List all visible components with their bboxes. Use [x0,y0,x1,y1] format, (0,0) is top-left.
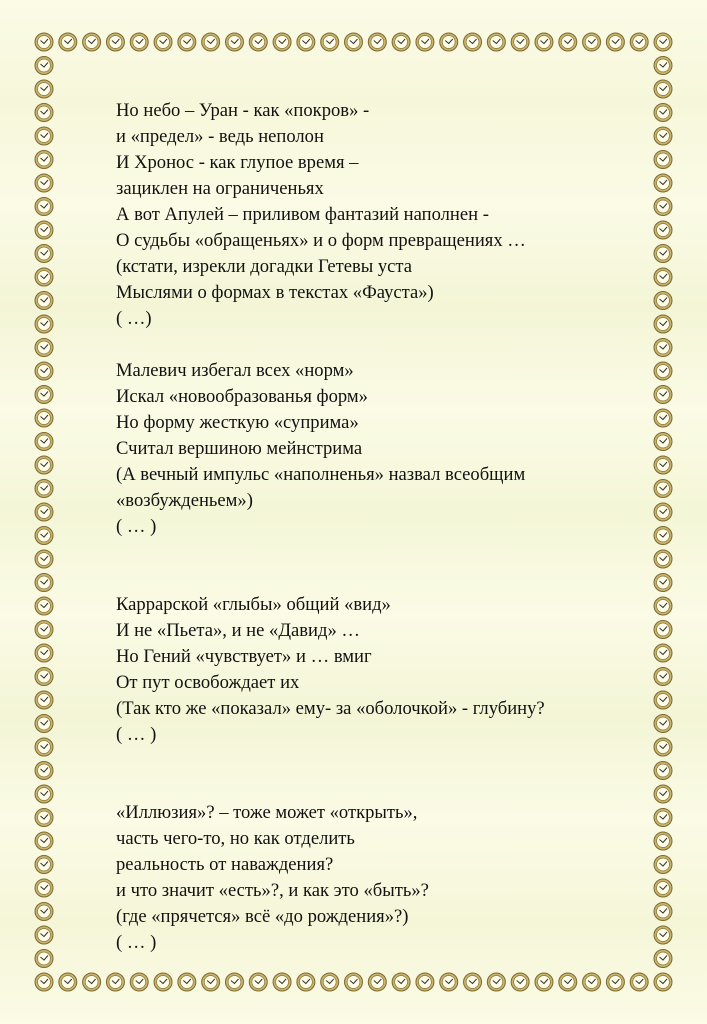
clock-icon [511,973,529,991]
clock-icon [225,973,243,991]
clock-icon [654,527,672,545]
stanza-gap [116,332,656,358]
clock-icon [130,33,148,51]
clock-icon [35,33,53,51]
clock-icon [35,738,53,756]
poem-line: Но форму жесткую «суприма» [116,412,359,433]
poem-line: Каррарской «глыбы» общий «вид» [116,594,391,615]
clock-icon [321,33,339,51]
stanza-gap [116,540,656,566]
clock-icon [583,973,601,991]
clock-icon [35,785,53,803]
clock-icon [654,691,672,709]
clock-icon [535,33,553,51]
clock-icon [487,973,505,991]
clock-icon [83,33,101,51]
clock-icon [392,973,410,991]
poem-line: И Хронос - как глупое время – [116,152,359,173]
clock-icon [178,973,196,991]
clock-icon [654,644,672,662]
clock-icon [35,950,53,968]
poem-line: ( … ) [116,932,157,953]
poem-line: «возбужденьем») [116,490,253,511]
clock-icon [654,621,672,639]
clock-icon [630,33,648,51]
clock-icon [416,33,434,51]
poem-line: (Так кто же «показал» ему- за «оболочкой» - глубину? [116,698,545,719]
clock-icon [35,57,53,75]
clock-icon [654,315,672,333]
clock-icon [654,574,672,592]
clock-icon [321,973,339,991]
clock-icon [35,80,53,98]
clock-icon [35,268,53,286]
clock-icon [35,644,53,662]
clock-icon [35,574,53,592]
poem-line: Но Гений «чувствует» и … вмиг [116,646,372,667]
poem-line: Считал вершиною мейнстрима [116,438,363,459]
stanza-3 [116,592,656,748]
poem-line: И не «Пьета», и не «Давид» … [116,620,360,641]
clock-icon [59,33,77,51]
clock-icon [440,973,458,991]
clock-icon [59,973,77,991]
clock-icon [654,198,672,216]
clock-icon [654,292,672,310]
clock-icon [225,33,243,51]
poem-line: и что значит «есть»?, и как это «быть»? [116,880,429,901]
poem-line: ( … ) [116,516,157,537]
poem-line: зациклен на ограниченьях [116,178,324,199]
clock-icon [345,33,363,51]
poem-line: Мыслями о формах в текстах «Фауста») [116,282,434,303]
clock-icon [249,973,267,991]
poem-line: ( …) [116,308,152,329]
clock-icon [345,973,363,991]
clock-icon [154,33,172,51]
clock-icon [464,33,482,51]
poem-line: О судьбы «обращеньях» и о форм превращениях … [116,230,526,251]
poem-line: А вот Апулей – приливом фантазий наполнен - [116,204,489,225]
clock-icon [654,480,672,498]
clock-icon [654,950,672,968]
clock-icon [606,973,624,991]
clock-icon [654,104,672,122]
clock-icon [35,292,53,310]
clock-icon [35,198,53,216]
clock-icon [35,550,53,568]
stanza-4 [116,800,656,956]
clock-icon [35,503,53,521]
poem-line: и «предел» - ведь неполон [116,126,324,147]
poem-line: Искал «новообразованья форм» [116,386,368,407]
clock-icon [154,973,172,991]
clock-icon [178,33,196,51]
clock-icon [35,409,53,427]
clock-icon [416,973,434,991]
clock-icon [35,221,53,239]
clock-icon [106,973,124,991]
poem-line: (где «прячется» всё «до рождения»?) [116,906,409,927]
clock-icon [297,973,315,991]
clock-icon [654,268,672,286]
clock-icon [654,362,672,380]
poem-line: ( … ) [116,724,157,745]
poem-line: (кстати, изрекли догадки Гетевы уста [116,256,413,277]
clock-icon [35,691,53,709]
clock-icon [35,856,53,874]
clock-icon [368,973,386,991]
clock-icon [35,151,53,169]
clock-icon [654,903,672,921]
clock-icon [35,456,53,474]
clock-icon [654,973,672,991]
clock-icon [83,973,101,991]
clock-icon [35,621,53,639]
clock-icon [35,973,53,991]
clock-icon [202,973,220,991]
clock-icon [654,409,672,427]
clock-icon [35,104,53,122]
clock-icon [35,433,53,451]
clock-icon [464,973,482,991]
clock-icon [654,879,672,897]
clock-icon [654,503,672,521]
clock-icon [654,174,672,192]
clock-icon [654,668,672,686]
clock-icon [106,33,124,51]
clock-icon [35,762,53,780]
clock-icon [35,386,53,404]
clock-icon [35,879,53,897]
clock-icon [654,738,672,756]
clock-icon [202,33,220,51]
stanza-gap [116,566,656,592]
clock-icon [654,151,672,169]
clock-icon [368,33,386,51]
clock-icon [654,456,672,474]
stanza-1 [116,98,656,332]
clock-icon [630,973,648,991]
clock-icon [35,668,53,686]
clock-icon [35,809,53,827]
clock-icon [654,715,672,733]
clock-icon [511,33,529,51]
clock-icon [654,433,672,451]
clock-icon [654,80,672,98]
poem-line: От пут освобождает их [116,672,300,693]
clock-icon [654,785,672,803]
clock-icon [35,362,53,380]
clock-icon [654,856,672,874]
clock-icon [654,33,672,51]
clock-icon [130,973,148,991]
clock-icon [654,339,672,357]
clock-icon [606,33,624,51]
clock-icon [654,386,672,404]
clock-icon [392,33,410,51]
stanza-gap [116,748,656,774]
clock-icon [654,832,672,850]
clock-icon [583,33,601,51]
stanza-gap [116,774,656,800]
poem-text [116,98,656,956]
clock-icon [654,245,672,263]
clock-icon [35,127,53,145]
clock-icon [35,315,53,333]
clock-icon [654,127,672,145]
clock-icon [297,33,315,51]
poem-line: реальность от наваждения? [116,854,334,875]
clock-icon [35,480,53,498]
clock-icon [35,174,53,192]
poem-line: Но небо – Уран - как «покров» - [116,100,370,121]
clock-icon [35,339,53,357]
clock-icon [35,926,53,944]
clock-icon [654,809,672,827]
clock-icon [273,33,291,51]
clock-icon [535,973,553,991]
clock-icon [35,245,53,263]
clock-icon [35,715,53,733]
clock-icon [654,597,672,615]
clock-icon [654,926,672,944]
poem-line: Малевич избегал всех «норм» [116,360,354,381]
clock-icon [440,33,458,51]
poem-line: (А вечный импульс «наполненья» назвал всеобщим [116,464,526,485]
clock-icon [559,973,577,991]
clock-icon [249,33,267,51]
stanza-2 [116,358,656,540]
poem-line: часть чего-то, но как отделить [116,828,355,849]
clock-icon [487,33,505,51]
clock-icon [654,221,672,239]
clock-icon [35,832,53,850]
clock-icon [654,762,672,780]
clock-icon [35,903,53,921]
clock-icon [654,57,672,75]
clock-icon [559,33,577,51]
clock-icon [35,597,53,615]
clock-icon [273,973,291,991]
poem-line: «Иллюзия»? – тоже может «открыть», [116,802,418,823]
clock-icon [35,527,53,545]
clock-icon [654,550,672,568]
